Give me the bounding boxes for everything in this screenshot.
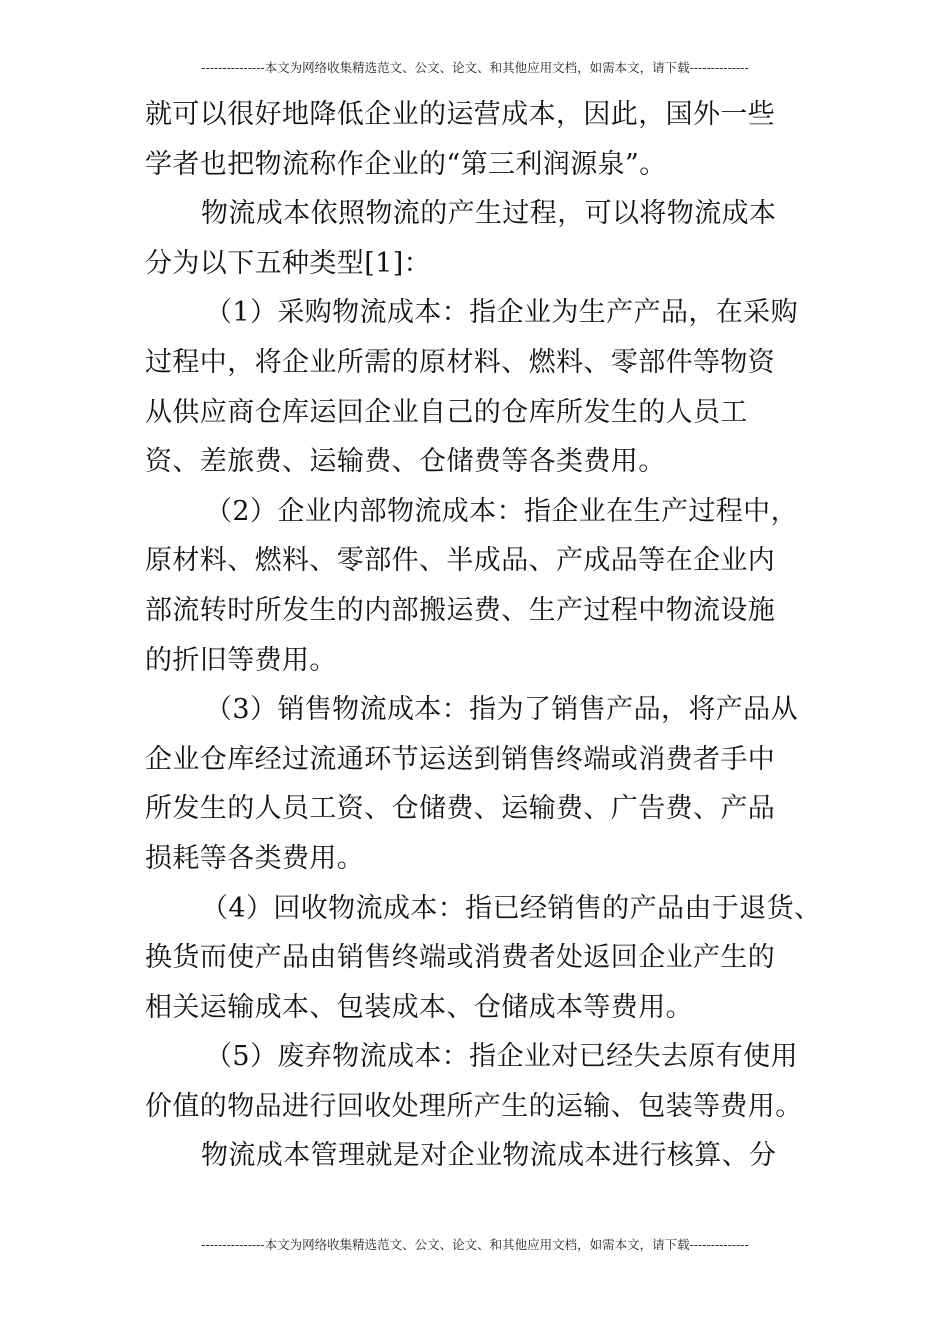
text-line: 部流转时所发生的内部搬运费、生产过程中物流设施 — [145, 594, 776, 626]
text-line: 就可以很好地降低企业的运营成本，因此，国外一些 — [145, 99, 776, 130]
text-line: （3）销售物流成本：指为了销售产品，将产品从 — [205, 694, 798, 726]
text-line: 学者也把物流称作企业的“第三利润源泉”。 — [145, 148, 667, 180]
text-line: 企业仓库经过流通环节运送到销售终端或消费者手中 — [145, 743, 776, 775]
text-line: 的折旧等费用。 — [145, 644, 337, 676]
text-line: 物流成本管理就是对企业物流成本进行核算、分 — [201, 1140, 777, 1172]
paragraph-management — [145, 1131, 825, 1181]
page-header: ---------------本文为网络收集精选范文、公文、论文、和其他应用文档，如需本文，请下载-------------- — [201, 60, 749, 75]
paragraph-item-4 — [145, 884, 825, 1033]
text-line: 过程中，将企业所需的原材料、燃料、零部件等物资 — [145, 346, 776, 378]
text-line: 物流成本依照物流的产生过程，可以将物流成本 — [201, 198, 777, 230]
paragraph-item-2 — [145, 487, 825, 685]
paragraph-item-3 — [145, 685, 825, 883]
text-line: 价值的物品进行回收处理所产生的运输、包装等费用。 — [145, 1090, 803, 1122]
text-line: 换货而使产品由销售终端或消费者处返回企业产生的 — [145, 942, 776, 974]
text-line: 所发生的人员工资、仓储费、运输费、广告费、产品 — [145, 793, 776, 825]
paragraph-intro — [145, 189, 825, 288]
text-line: 损耗等各类费用。 — [145, 842, 365, 874]
text-line: （2）企业内部物流成本：指企业在生产过程中， — [205, 495, 798, 527]
paragraph-continuation — [145, 90, 825, 189]
text-line: 分为以下五种类型[1]： — [145, 247, 432, 279]
page-footer: ---------------本文为网络收集精选范文、公文、论文、和其他应用文档，如需本文，请下载-------------- — [201, 1237, 749, 1252]
paragraph-item-5 — [145, 1032, 825, 1131]
text-line: 相关运输成本、包装成本、仓储成本等费用。 — [145, 991, 693, 1023]
text-line: （1）采购物流成本：指企业为生产产品，在采购 — [205, 297, 798, 329]
document-body — [145, 90, 825, 1181]
text-line: （4）回收物流成本：指已经销售的产品由于退货、 — [201, 892, 822, 924]
text-line: 从供应商仓库运回企业自己的仓库所发生的人员工 — [145, 396, 748, 428]
paragraph-item-1 — [145, 288, 825, 486]
text-line: （5）废弃物流成本：指企业对已经失去原有使用 — [205, 1041, 798, 1073]
text-line: 资、差旅费、运输费、仓储费等各类费用。 — [145, 446, 666, 478]
text-line: 原材料、燃料、零部件、半成品、产成品等在企业内 — [145, 545, 776, 577]
